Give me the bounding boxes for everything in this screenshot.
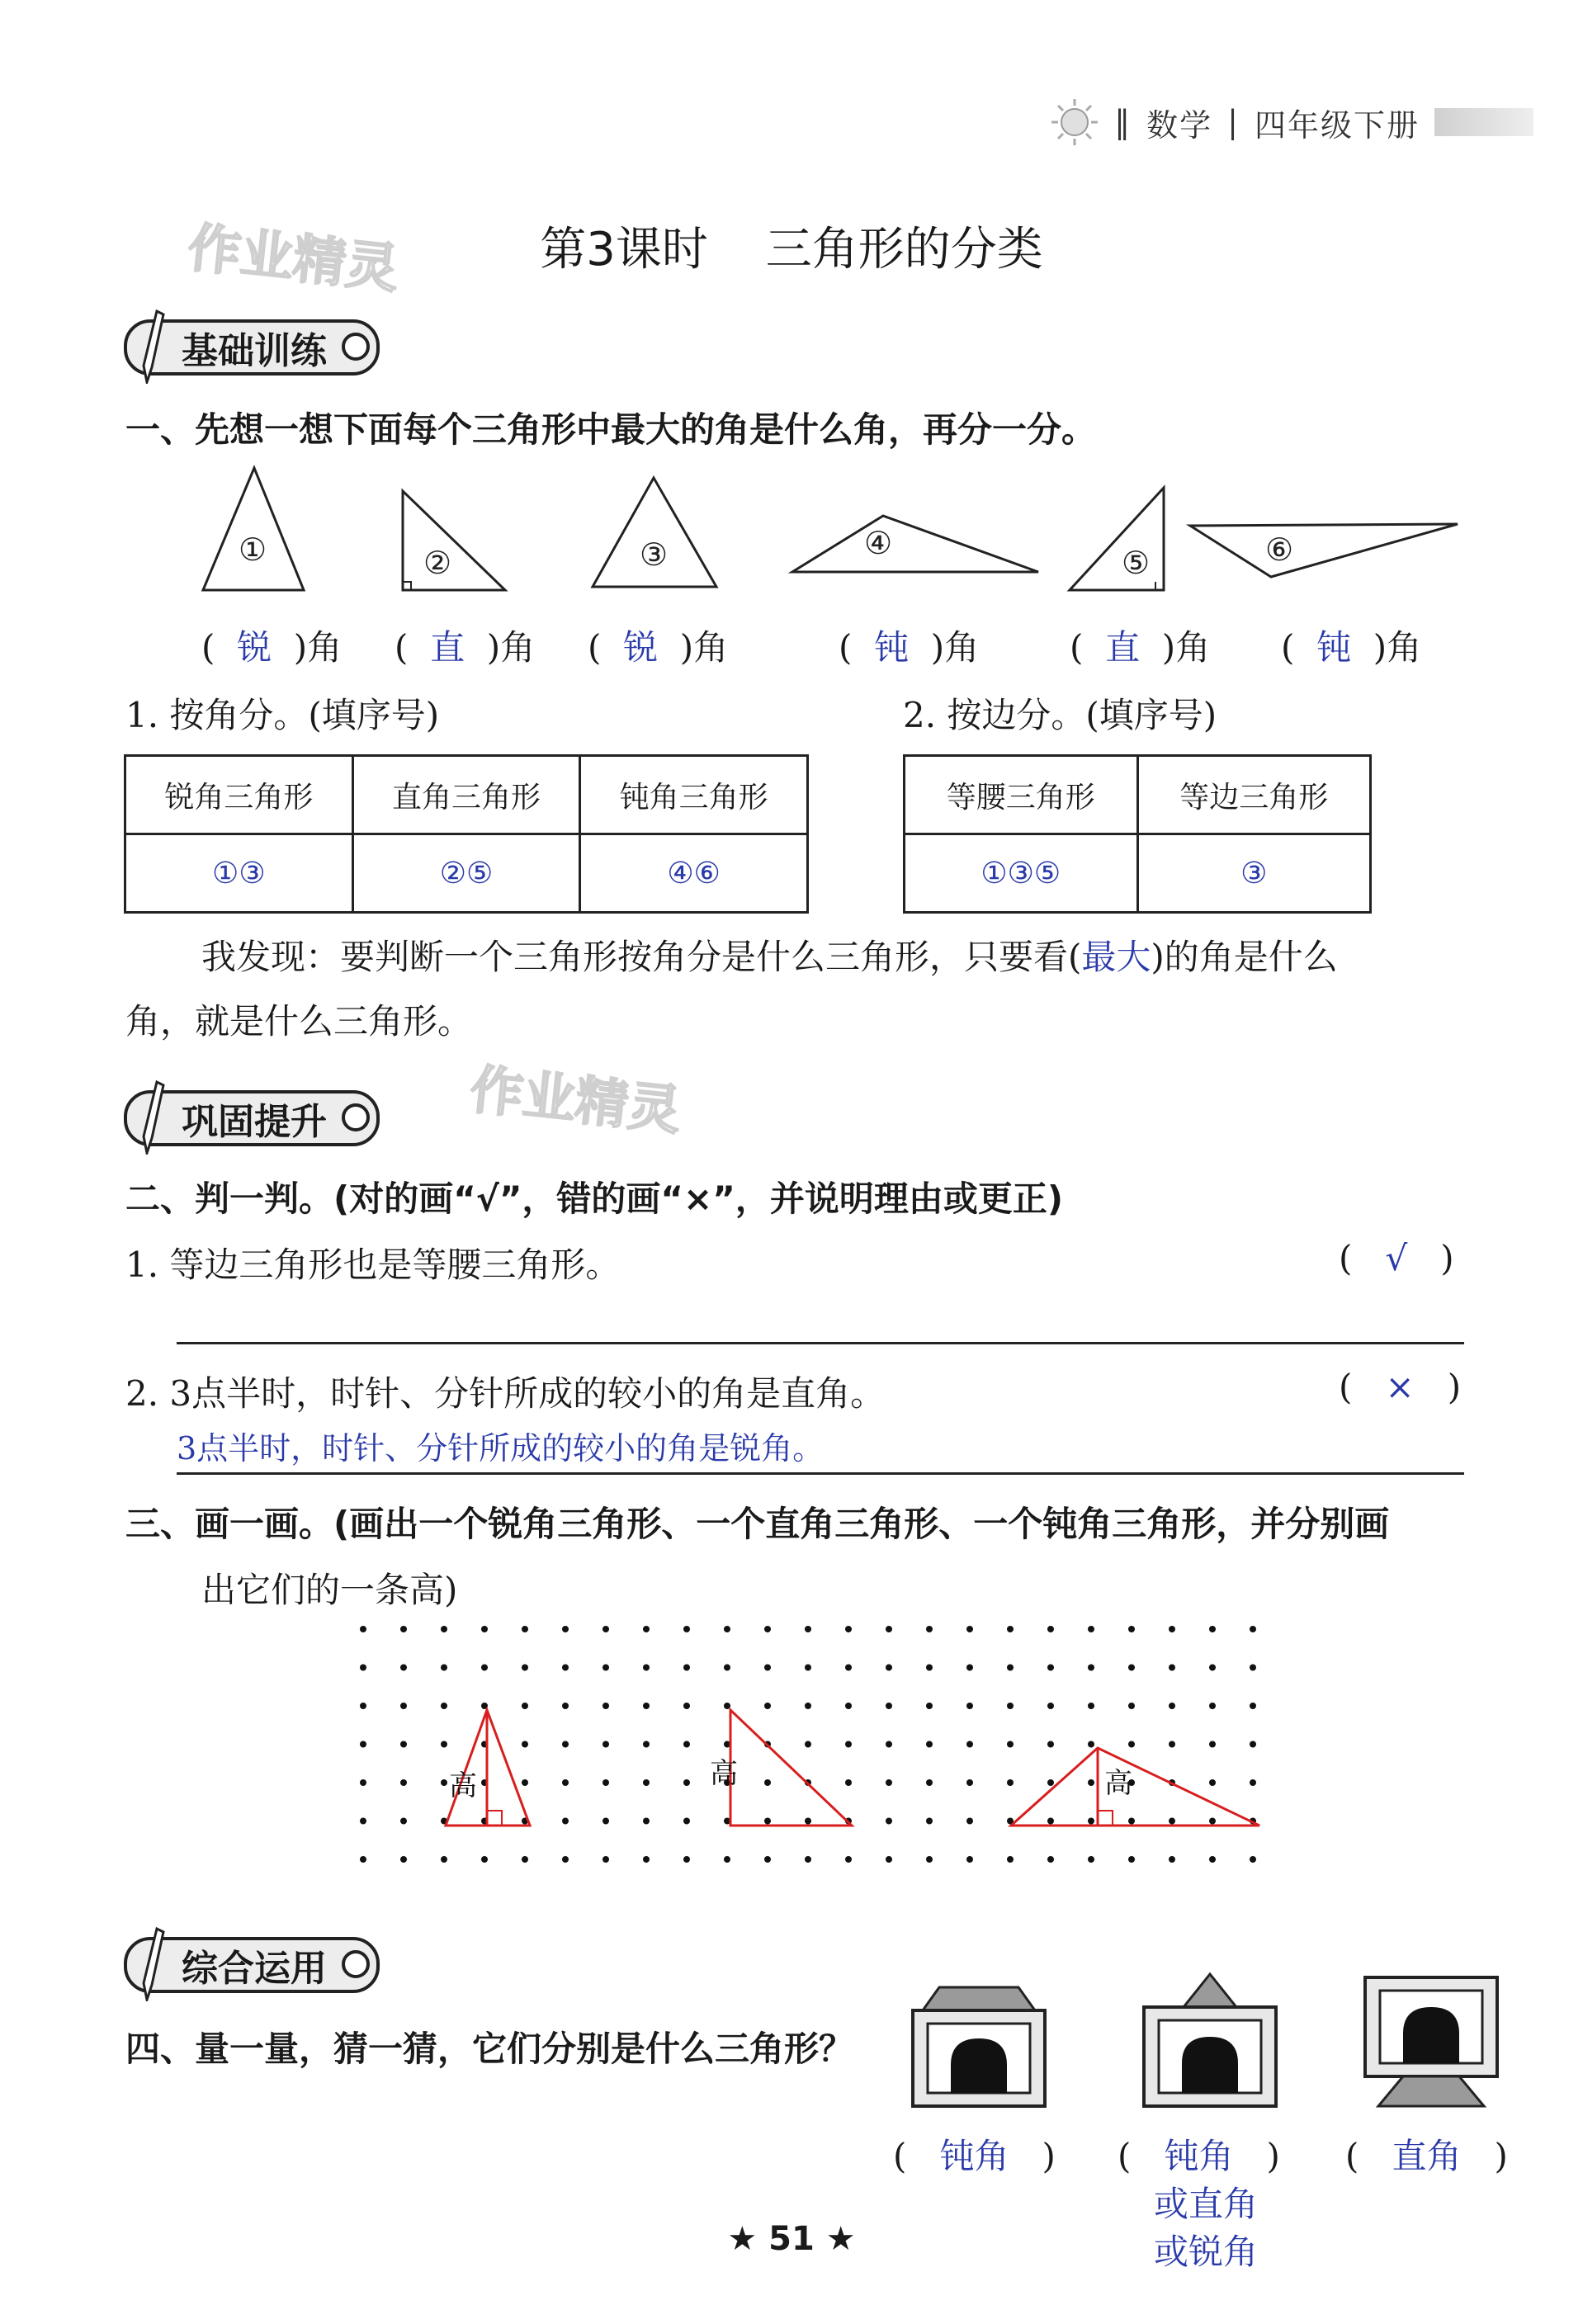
grid-dot [683,1779,690,1786]
grid-dot [643,1779,650,1786]
grid-dot [724,1665,730,1671]
grid-dot [845,1779,852,1786]
section-title: 综合运用 [182,1948,327,1990]
grid-dot [1250,1665,1256,1671]
grid-dot [360,1703,366,1709]
discovery-line-2: 角，就是什么三角形。 [125,1001,473,1042]
pencil-icon [140,1079,165,1155]
grid-dot [886,1665,892,1671]
grid-dot [1047,1779,1054,1786]
grid-dot [845,1703,852,1709]
triangle-label: ② [423,545,452,581]
grid-dot [360,1779,366,1786]
grid-dot [441,1703,447,1709]
grid-dot [643,1665,650,1671]
grid-dot [400,1818,407,1825]
grid-dot [1128,1856,1135,1863]
header-divider: ‖ [1114,104,1132,140]
watermark: 作业精灵 [467,1059,684,1143]
grid-dot [805,1741,811,1748]
table-cell: ①③⑤ [905,834,1138,913]
grid-dot [683,1856,690,1863]
grid-dot [764,1665,771,1671]
grid-dot [886,1626,892,1632]
grid-dot [481,1665,488,1671]
grid-dot [926,1741,933,1748]
grid-dot [1047,1665,1054,1671]
grid-dot [683,1818,690,1825]
ring-icon [342,1103,370,1131]
page-header [1050,97,1533,147]
grid-dot [1250,1741,1256,1748]
triangle-label: ① [238,531,267,568]
grid-dot [1169,1856,1175,1863]
grid-dot [966,1626,973,1632]
lesson-title [0,213,1583,279]
grid-dot [1007,1856,1014,1863]
grid-dot [1209,1703,1216,1709]
grid-dot [1169,1665,1175,1671]
grid-dot [764,1703,771,1709]
grid-dot [886,1741,892,1748]
frame-answer-2-alt: 或直角 [1154,2184,1259,2224]
grid-dot [1047,1626,1054,1632]
triangle-answer-5: ( 直 )角 [1070,627,1211,668]
table-header: 锐角三角形 [125,756,353,834]
grid-dot [562,1703,569,1709]
question-3-prompt: 三、画一画。(画出一个锐角三角形、一个直角三角形、一个钝角三角形，并分别画 [125,1504,1390,1544]
grid-dot [1047,1741,1054,1748]
grid-dot [845,1741,852,1748]
grid-dot [562,1741,569,1748]
triangle-answer-6: ( 钝 )角 [1281,627,1422,668]
grid-dot [522,1741,528,1748]
grid-dot [966,1665,973,1671]
judge-answer-1: ( √ ) [1339,1238,1454,1278]
table-header: 等边三角形 [1137,756,1371,834]
question-1-prompt: 一、先想一想下面每个三角形中最大的角是什么角，再分一分。 [125,409,1097,450]
grid-dot [562,1818,569,1825]
grid-dot [683,1703,690,1709]
by-angle-title: 1. 按角分。(填序号) [125,695,440,735]
grid-dot [360,1626,366,1632]
grid-dot [1088,1779,1094,1786]
grid-dot [764,1626,771,1632]
star-icon: ★ [825,2220,856,2258]
grid-dot [602,1665,609,1671]
grid-dot [1007,1741,1014,1748]
pencil-icon [140,308,165,384]
grid-dot [1250,1779,1256,1786]
grid-dot [643,1818,650,1825]
grid-dot [683,1741,690,1748]
height-label: 高 [1104,1767,1132,1800]
grid-dot [886,1779,892,1786]
by-side-table [903,754,1372,914]
grid-dot [360,1818,366,1825]
grid-dot [886,1856,892,1863]
frame-1-icon [906,1972,1051,2111]
grid-dot [764,1856,771,1863]
grid-dot [683,1626,690,1632]
frame-answer-2: ( 钝角 ) [1118,2136,1280,2176]
grid-dot [1209,1856,1216,1863]
grid-dot [1088,1626,1094,1632]
section-title: 基础训练 [182,330,327,372]
grid-dot [562,1626,569,1632]
grid-dot [400,1626,407,1632]
grid-dot [1088,1703,1094,1709]
grid-dot [1209,1626,1216,1632]
grid-dot [805,1856,811,1863]
grid-dot [1250,1703,1256,1709]
table-cell: ②⑤ [352,834,580,913]
grid-dot [1128,1703,1135,1709]
question-2-prompt: 二、判一判。(对的画“√”，错的画“×”，并说明理由或更正) [125,1179,1064,1219]
grid-dot [926,1818,933,1825]
grid-dot [926,1703,933,1709]
grid-dot [602,1818,609,1825]
table-header: 等腰三角形 [905,756,1138,834]
lesson-number: 第3课时 [540,223,708,276]
star-icon: ★ [727,2220,758,2258]
right-triangle [730,1710,852,1826]
grid-dot [522,1779,528,1786]
grid-dot [400,1741,407,1748]
lesson-name: 三角形的分类 [765,223,1043,276]
judge-item-1: 1. 等边三角形也是等腰三角形。 [125,1245,621,1285]
grid-dot [1128,1626,1135,1632]
grid-dot [724,1856,730,1863]
section-badge-consolidate [124,1091,380,1145]
triangle-answer-1: ( 锐 )角 [201,627,343,668]
header-divider: | [1227,104,1240,140]
header-bar [1434,108,1533,136]
grid-dot [562,1665,569,1671]
grid-dot [1209,1665,1216,1671]
grid-dot [805,1665,811,1671]
answer-line [177,1472,1464,1475]
answer-line [177,1342,1464,1344]
grid-dot [441,1626,447,1632]
discovery-answer: 最大 [1081,937,1151,977]
grid-dot [602,1703,609,1709]
grid-dot [602,1626,609,1632]
triangles-figure [165,458,1469,607]
grid-dot [1250,1626,1256,1632]
grid-dot [886,1818,892,1825]
section-badge-comprehensive [124,1938,380,1992]
grid-dot [522,1665,528,1671]
grid-dot [966,1779,973,1786]
grid-dot [441,1856,447,1863]
grid-dot [1088,1818,1094,1825]
triangle-4 [792,516,1038,572]
pencil-icon [140,1925,165,2001]
grid-dot [441,1741,447,1748]
grid-dot [602,1779,609,1786]
triangle-2 [403,491,505,590]
triangle-answer-3: ( 锐 )角 [588,627,729,668]
grid-dot [764,1818,771,1825]
grid-dot [1169,1703,1175,1709]
grid-dot [562,1779,569,1786]
grid-dot [764,1779,771,1786]
judge-item-2: 2. 3点半时，时针、分针所成的较小的角是直角。 [125,1373,886,1414]
grid-dot [643,1626,650,1632]
table-header: 直角三角形 [352,756,580,834]
triangle-label: ⑥ [1264,531,1294,568]
grid-dot [805,1703,811,1709]
grid-dot [522,1703,528,1709]
grid-dot [1007,1665,1014,1671]
frame-answer-2-alt: 或锐角 [1154,2232,1259,2272]
grid-dot [845,1665,852,1671]
grid-dot [481,1626,488,1632]
grid-dot [1169,1626,1175,1632]
grid-dot [643,1741,650,1748]
frame-2-icon [1137,1969,1283,2111]
grid-dot [643,1856,650,1863]
grid-dot [845,1856,852,1863]
by-angle-table [124,754,809,914]
grid-dot [926,1856,933,1863]
grid-dot [1088,1856,1094,1863]
grid-dot [400,1856,407,1863]
grid-dot [360,1665,366,1671]
grid-dot [441,1779,447,1786]
triangle-label: ⑤ [1121,545,1151,581]
obtuse-triangle [1011,1748,1259,1826]
judge-correction: 3点半时，时针、分针所成的较小的角是锐角。 [177,1430,825,1467]
grid-dot [1007,1703,1014,1709]
grid-dot [926,1626,933,1632]
triangle-1 [203,468,304,590]
ring-icon [342,333,370,361]
grid-dot [400,1703,407,1709]
grid-dot [966,1741,973,1748]
grid-dot [360,1741,366,1748]
grid-dot [926,1665,933,1671]
section-badge-basic [124,320,380,375]
grid-dot [1128,1741,1135,1748]
header-subject: 数学 [1146,106,1213,144]
watermark: 作业精灵 [185,217,402,301]
grid-dot [1128,1665,1135,1671]
grid-dot [1209,1818,1216,1825]
table-cell: ④⑥ [580,834,808,913]
dot-grid-figure [347,1609,1271,1882]
grid-dot [845,1626,852,1632]
grid-dot [522,1626,528,1632]
triangle-label: ③ [639,536,669,573]
grid-dot [400,1779,407,1786]
by-side-title: 2. 按边分。(填序号) [903,695,1217,735]
frame-3-icon [1362,1974,1502,2111]
grid-dot [1088,1741,1094,1748]
grid-dot [643,1703,650,1709]
triangle-label: ④ [863,525,893,561]
frame-answer-3: ( 直角 ) [1345,2136,1508,2176]
frame-answer-1: ( 钝角 ) [893,2136,1056,2176]
table-header: 钝角三角形 [580,756,808,834]
page-number: ★ 51 ★ [727,2220,856,2258]
grid-dot [1088,1665,1094,1671]
grid-dot [683,1665,690,1671]
grid-dot [966,1818,973,1825]
table-cell: ①③ [125,834,353,913]
grid-dot [1047,1703,1054,1709]
section-title: 巩固提升 [182,1101,327,1143]
height-label: 高 [449,1769,477,1802]
grid-dot [602,1741,609,1748]
grid-dot [886,1703,892,1709]
ring-icon [342,1950,370,1978]
grid-dot [1128,1818,1135,1825]
sun-icon [1050,97,1099,147]
grid-dot [926,1779,933,1786]
triangle-answer-2: ( 直 )角 [395,627,536,668]
grid-dot [966,1703,973,1709]
question-4-prompt: 四、量一量，猜一猜，它们分别是什么三角形？ [125,2029,854,2069]
grid-dot [724,1626,730,1632]
grid-dot [805,1626,811,1632]
triangle-6 [1190,524,1458,577]
grid-dot [1047,1818,1054,1825]
grid-dot [602,1856,609,1863]
triangle-answer-4: ( 钝 )角 [839,627,980,668]
grid-dot [1007,1626,1014,1632]
grid-dot [522,1856,528,1863]
grid-dot [562,1856,569,1863]
height-label: 高 [710,1757,738,1790]
grid-dot [400,1665,407,1671]
grid-dot [1169,1818,1175,1825]
discovery-line-1: 我发现：要判断一个三角形按角分是什么三角形，只要看(最大)的角是什么 [201,937,1338,977]
grid-dot [1169,1741,1175,1748]
header-grade: 四年级下册 [1254,106,1420,144]
grid-dot [1047,1856,1054,1863]
grid-dot [481,1856,488,1863]
grid-dot [805,1818,811,1825]
grid-dot [1250,1856,1256,1863]
grid-dot [360,1856,366,1863]
grid-dot [441,1665,447,1671]
question-3-prompt-line-2: 出它们的一条高) [201,1570,458,1610]
grid-dot [966,1856,973,1863]
grid-dot [1209,1741,1216,1748]
grid-dot [1007,1779,1014,1786]
table-cell: ③ [1137,834,1371,913]
judge-answer-2: ( × ) [1339,1367,1462,1407]
grid-dot [1209,1779,1216,1786]
